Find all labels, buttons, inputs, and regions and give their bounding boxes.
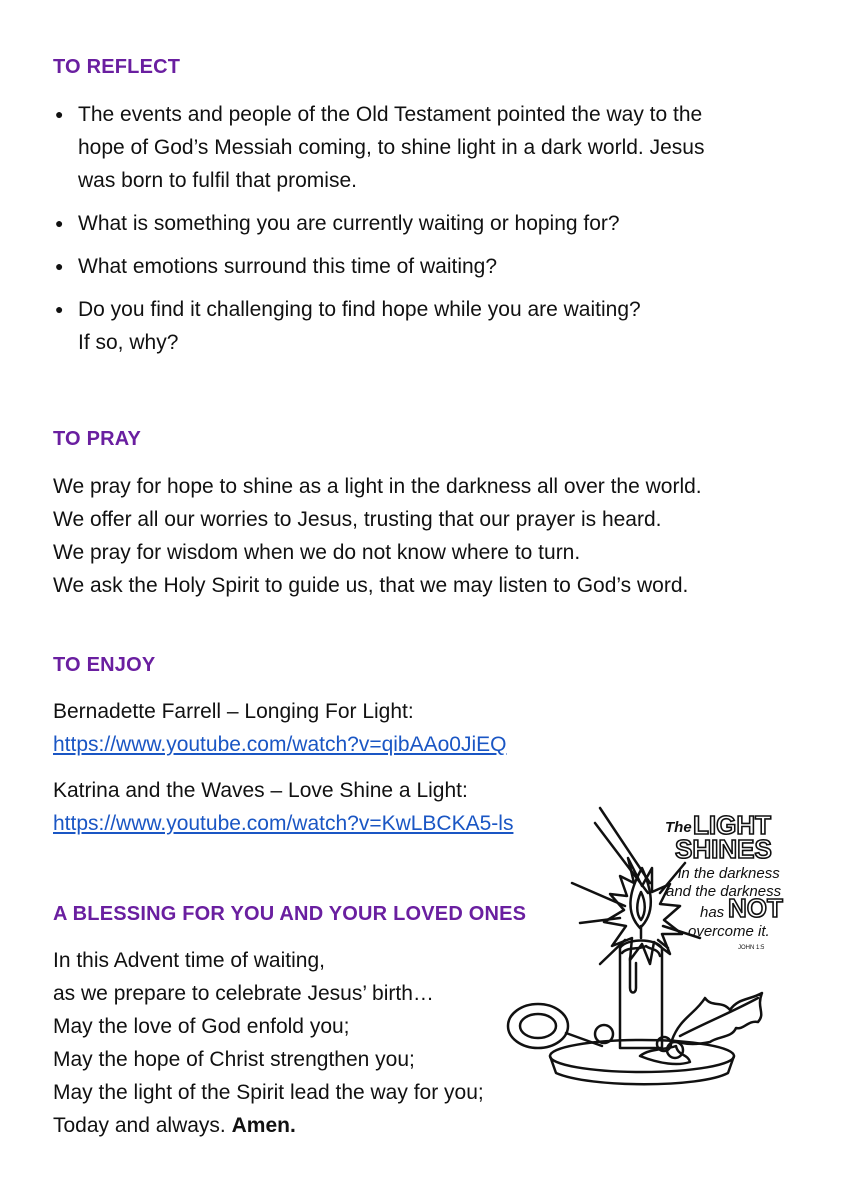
bullet-icon: ●: [55, 215, 64, 231]
bullet-icon: ●: [55, 258, 64, 274]
list-item: ● What emotions surround this time of waiting?: [53, 250, 813, 283]
reflect-heading: TO REFLECT: [53, 56, 181, 78]
blessing-text: In this Advent time of waiting, as we prepare to celebrate Jesus’ birth… May the love of God enfold you; May the hope of Christ strengthen you; May the light of the Spirit lead the way for you; Today and always. Amen.: [53, 949, 484, 1137]
song-link[interactable]: https://www.youtube.com/watch?v=qibAAo0JiEQ: [53, 733, 507, 756]
svg-text:The: The: [665, 819, 692, 836]
list-item: ● What is something you are currently waiting or hoping for?: [53, 207, 813, 240]
reflect-list: [53, 98, 813, 369]
candle-illustration: [500, 788, 790, 1088]
bullet-icon: ●: [55, 301, 64, 317]
svg-text:SHINES: SHINES: [675, 834, 772, 864]
prayer-text: We pray for hope to shine as a light in the darkness all over the world. We offer all our worries to Jesus, trusting that our prayer is heard. We pray for wisdom when we do not know where to turn. We ask the Holy Spirit to guide us, that we may listen to God’s word.: [53, 475, 702, 597]
song-1: [53, 695, 506, 761]
bullet-icon: ●: [55, 106, 64, 122]
svg-text:JOHN 1:5: JOHN 1:5: [738, 945, 765, 951]
svg-text:and the darkness: and the darkness: [666, 883, 782, 900]
svg-text:NOT: NOT: [728, 893, 783, 923]
scripture-text: [665, 810, 783, 951]
pray-heading: TO PRAY: [53, 428, 142, 450]
amen: Amen.: [231, 1114, 296, 1137]
svg-text:has: has: [700, 904, 725, 921]
svg-text:in the darkness: in the darkness: [678, 865, 780, 882]
song-2: [53, 774, 513, 840]
enjoy-heading: TO ENJOY: [53, 654, 156, 676]
song-title: Bernadette Farrell – Longing For Light:: [53, 700, 414, 723]
blessing-heading: A BLESSING FOR YOU AND YOUR LOVED ONES: [53, 903, 527, 925]
svg-text:overcome it.: overcome it.: [688, 923, 770, 940]
holder-handle: [508, 1004, 568, 1048]
list-item: ● Do you find it challenging to find hope while you are waiting? If so, why?: [53, 293, 813, 359]
list-item: ● The events and people of the Old Testament pointed the way to the hope of God’s Messiah coming, to shine light in a dark world. Jesus was born to fulfil that promise.: [53, 98, 813, 197]
svg-text:LIGHT: LIGHT: [693, 810, 771, 840]
song-title: Katrina and the Waves – Love Shine a Light:: [53, 779, 468, 802]
candle-body: [620, 941, 662, 1049]
song-link[interactable]: https://www.youtube.com/watch?v=KwLBCKA5-ls: [53, 812, 514, 835]
